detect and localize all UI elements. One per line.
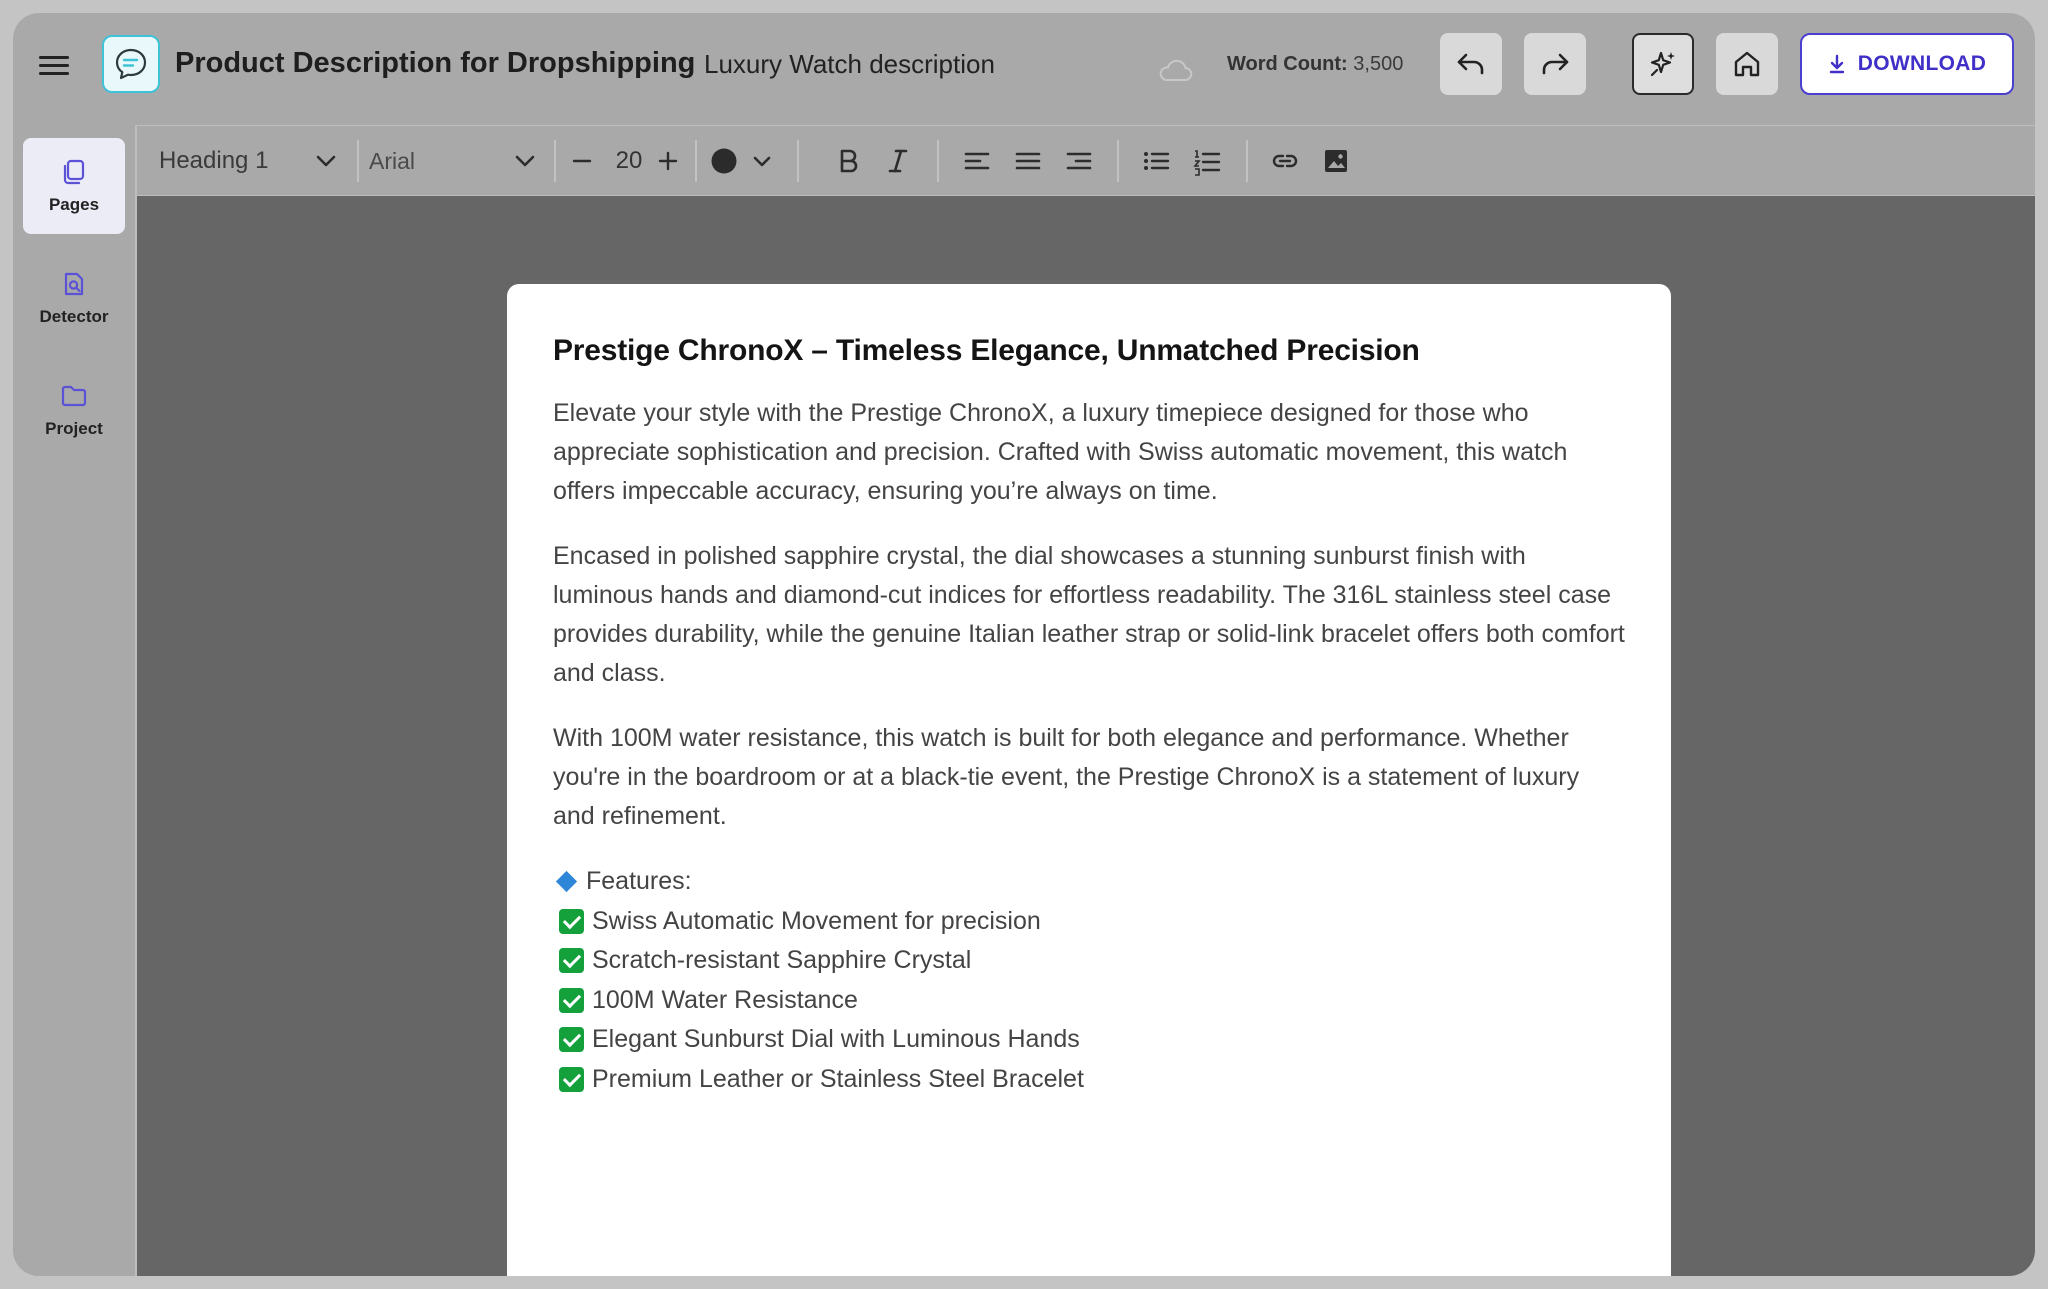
font-select-value: Arial: [369, 147, 416, 174]
font-size-label: 20: [615, 147, 643, 174]
folder-icon: [59, 381, 89, 411]
image-icon[interactable]: [1321, 146, 1351, 176]
check-mark-icon: [559, 909, 584, 934]
sidebar-item-label: Detector: [39, 307, 109, 326]
toolbar-divider: [357, 140, 359, 182]
download-label: DOWNLOAD: [1857, 52, 1987, 75]
check-mark-icon: [559, 988, 584, 1013]
feature-item[interactable]: [553, 1020, 1625, 1060]
check-mark-icon: [559, 1027, 584, 1052]
link-icon[interactable]: [1270, 146, 1300, 176]
feature-text: 100M Water Resistance: [592, 985, 858, 1014]
home-button[interactable]: [1716, 33, 1778, 95]
toolbar-divider: [695, 140, 697, 182]
toolbar-divider: [797, 140, 799, 182]
editor-canvas: [137, 196, 2035, 1276]
word-count: [1227, 53, 1403, 76]
document-name[interactable]: Luxury Watch description: [704, 49, 995, 79]
features-heading-text: Features:: [586, 867, 692, 895]
redo-icon: [1538, 47, 1572, 81]
check-mark-icon: [559, 948, 584, 973]
document-paragraph[interactable]: With 100M water resistance, this watch is built for both elegance and performance. Whether you're in the boardroom or at a black-tie event, the Prestige ChronoX is a statement of luxury and refinement.: [553, 724, 1580, 830]
document-title[interactable]: Prestige ChronoX – Timeless Elegance, Unmatched Precision: [553, 334, 1420, 367]
detector-icon: [59, 269, 89, 299]
document-page[interactable]: [507, 284, 1671, 1276]
italic-icon[interactable]: [883, 146, 913, 176]
sidebar-item-label: Pages: [48, 195, 100, 214]
document-paragraph[interactable]: Elevate your style with the Prestige ChronoX, a luxury timepiece designed for those who appreciate sophistication and precision. Crafted with Swiss automatic movement, this watch offers impeccable accuracy, ensuring you’re always on time.: [553, 399, 1568, 505]
toolbar-divider: [937, 140, 939, 182]
check-mark-icon: [559, 1067, 584, 1092]
pages-icon: [59, 157, 89, 187]
download-button[interactable]: [1800, 33, 2014, 95]
undo-icon: [1454, 47, 1488, 81]
sidebar-item-project[interactable]: [23, 362, 125, 458]
align-left-icon[interactable]: [962, 146, 992, 176]
sidebar-item-pages[interactable]: [23, 138, 125, 234]
feature-item[interactable]: [553, 1060, 1625, 1100]
chevron-down-icon[interactable]: [311, 146, 341, 176]
sidebar-item-label: Project: [45, 419, 103, 438]
word-count-label: Word Count:: [1227, 53, 1348, 75]
sparkle-icon: [1646, 47, 1680, 81]
style-select-value: Heading 1: [159, 147, 269, 174]
feature-text: Premium Leather or Stainless Steel Bracelet: [592, 1064, 1084, 1093]
app-logo-icon[interactable]: [102, 35, 160, 93]
hamburger-menu-icon[interactable]: [39, 51, 69, 81]
font-size-value[interactable]: [609, 126, 649, 196]
plus-icon[interactable]: [653, 146, 683, 176]
word-count-value: 3,500: [1353, 53, 1404, 75]
feature-text: Swiss Automatic Movement for precision: [592, 906, 1041, 935]
chevron-down-icon[interactable]: [747, 146, 777, 176]
feature-item[interactable]: [553, 941, 1625, 981]
feature-text: Scratch-resistant Sapphire Crystal: [592, 946, 972, 974]
undo-button[interactable]: [1440, 33, 1502, 95]
home-icon: [1731, 48, 1763, 80]
app-title: Product Description for Dropshipping: [175, 47, 696, 79]
sidebar-item-detector[interactable]: [23, 250, 125, 346]
toolbar-divider: [1117, 140, 1119, 182]
bold-icon[interactable]: [833, 146, 863, 176]
align-right-icon[interactable]: [1064, 146, 1094, 176]
ai-sparkle-button[interactable]: [1632, 33, 1694, 95]
redo-button[interactable]: [1524, 33, 1586, 95]
bullet-list-icon[interactable]: [1141, 146, 1171, 176]
app-window: [13, 13, 2035, 1276]
minus-icon[interactable]: [567, 146, 597, 176]
toolbar-divider: [1246, 140, 1248, 182]
chevron-down-icon[interactable]: [510, 146, 540, 176]
align-center-icon[interactable]: [1013, 146, 1043, 176]
formatting-toolbar: [137, 125, 2035, 196]
font-select[interactable]: [369, 126, 519, 196]
feature-item[interactable]: [553, 902, 1625, 942]
sidebar: [13, 125, 137, 1276]
toolbar-divider: [554, 140, 556, 182]
cloud-sync-icon: [1157, 59, 1193, 83]
text-color-swatch-icon[interactable]: [709, 146, 739, 176]
document-paragraph[interactable]: Encased in polished sapphire crystal, the dial showcases a stunning sunburst finish with luminous hands and diamond-cut indices for effortless readability. The 316L stainless steel case provides durability, while the genuine Italian leather strap or solid-link bracelet offers both comfort and class.: [553, 542, 1625, 687]
feature-text: Elegant Sunburst Dial with Luminous Hands: [592, 1025, 1080, 1053]
download-icon: [1828, 54, 1846, 74]
feature-item[interactable]: [553, 981, 1625, 1021]
features-heading[interactable]: [553, 862, 1625, 902]
blue-diamond-icon: [556, 871, 577, 892]
numbered-list-icon[interactable]: [1192, 146, 1222, 176]
header: [13, 13, 2035, 125]
